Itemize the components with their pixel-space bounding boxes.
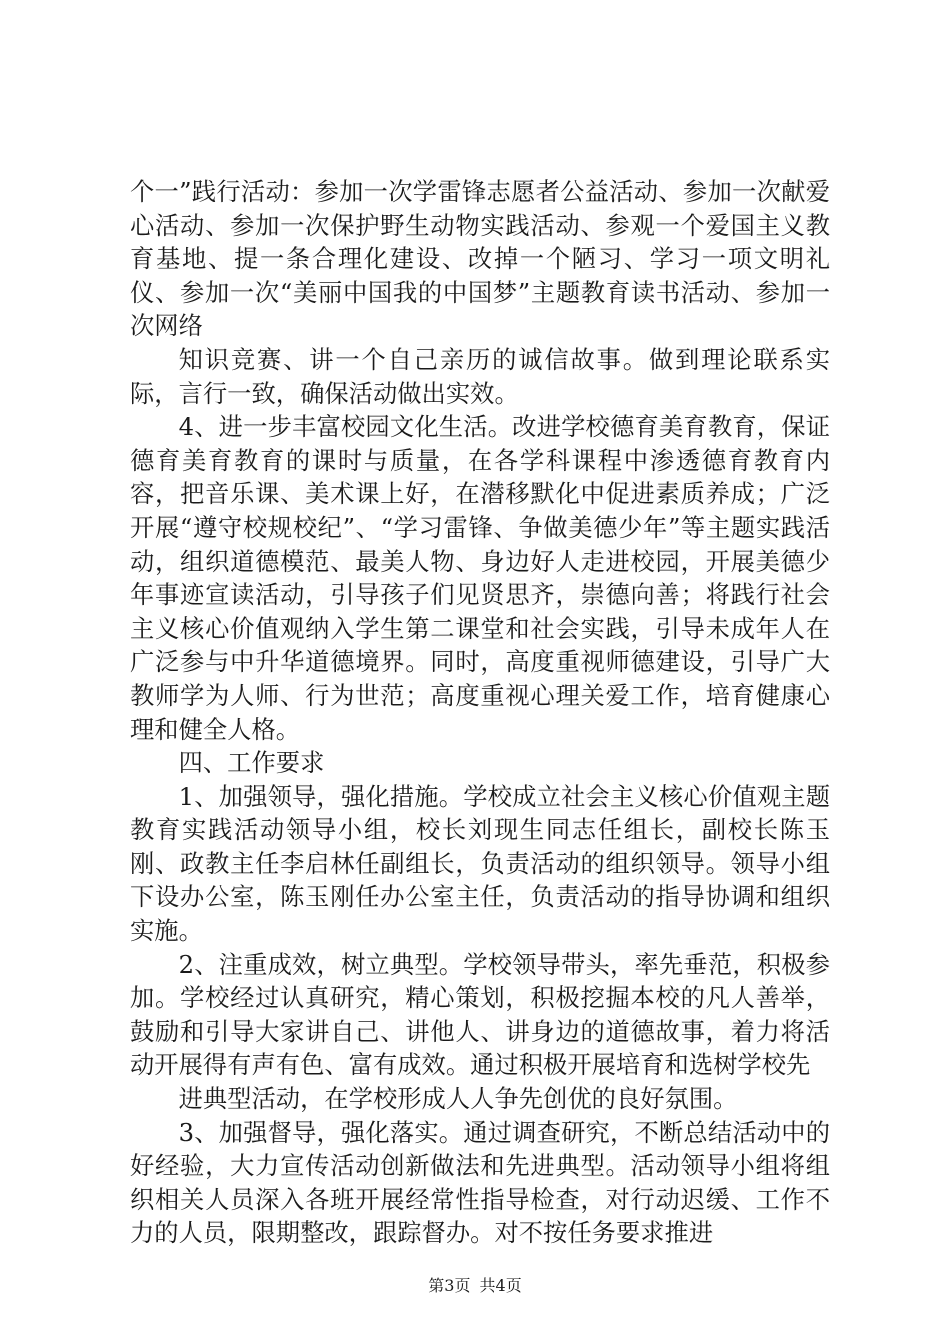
paragraph-3: 4、进一步丰富校园文化生活。改进学校德育美育教育，保证德育美育教育的课时与质量，在各学科课程中渗透德育教育内容，把音乐课、美术课上好，在潜移默化中促进素质养成；广泛开展“遵守校规校纪”、“学习雷锋、争做美德少年”等主题实践活动，组织道德模范、最美人物、身边好人走进校园，开展美德少年事迹宣读活动，引导孩子们见贤思齐，崇德向善；将践行社会主义核心价值观纳入学生第二课堂和社会实践，引导未成年人在广泛参与中升华道德境界。同时，高度重视师德建设，引导广大教师学为人师、行为世范；高度重视心理关爱工作，培育健康心理和健全人格。	[130, 412, 830, 744]
paragraph-1: 个一”践行活动：参加一次学雷锋志愿者公益活动、参加一次献爱心活动、参加一次保护野生动物实践活动、参观一个爱国主义教育基地、提一条合理化建设、改掉一个陋习、学习一项文明礼仪、参加一次“美丽中国我的中国梦”主题教育读书活动、参加一次网络	[130, 177, 830, 341]
document-body	[130, 175, 830, 1250]
section-heading: 四、工作要求	[178, 748, 325, 778]
page-footer	[0, 1276, 950, 1296]
paragraph-2: 知识竞赛、讲一个自己亲历的诚信故事。做到理论联系实际，言行一致，确保活动做出实效。	[130, 344, 830, 408]
page-number: 第3页	[428, 1276, 471, 1295]
paragraph-4: 1、加强领导，强化措施。学校成立社会主义核心价值观主题教育实践活动领导小组，校长刘现生同志任组长，副校长陈玉刚、政教主任李启林任副组长，负责活动的组织领导。领导小组下设办公室，陈玉刚任办公室主任，负责活动的指导协调和组织实施。	[130, 781, 830, 946]
paragraph-5: 2、注重成效，树立典型。学校领导带头，率先垂范，积极参加。学校经过认真研究，精心策划，积极挖掘本校的凡人善举，鼓励和引导大家讲自己、讲他人、讲身边的道德故事，着力将活动开展得有声有色、富有成效。通过积极开展培育和选树学校先	[130, 949, 830, 1080]
paragraph-6: 进典型活动，在学校形成人人争先创优的良好氛围。	[178, 1084, 738, 1114]
paragraph-7: 3、加强督导，强化落实。通过调查研究，不断总结活动中的好经验，大力宣传活动创新做法和先进典型。活动领导小组将组织相关人员深入各班开展经常性指导检查，对行动迟缓、工作不力的人员，限期整改，跟踪督办。对不按任务要求推进	[130, 1117, 830, 1248]
page-total: 共4页	[479, 1276, 522, 1295]
